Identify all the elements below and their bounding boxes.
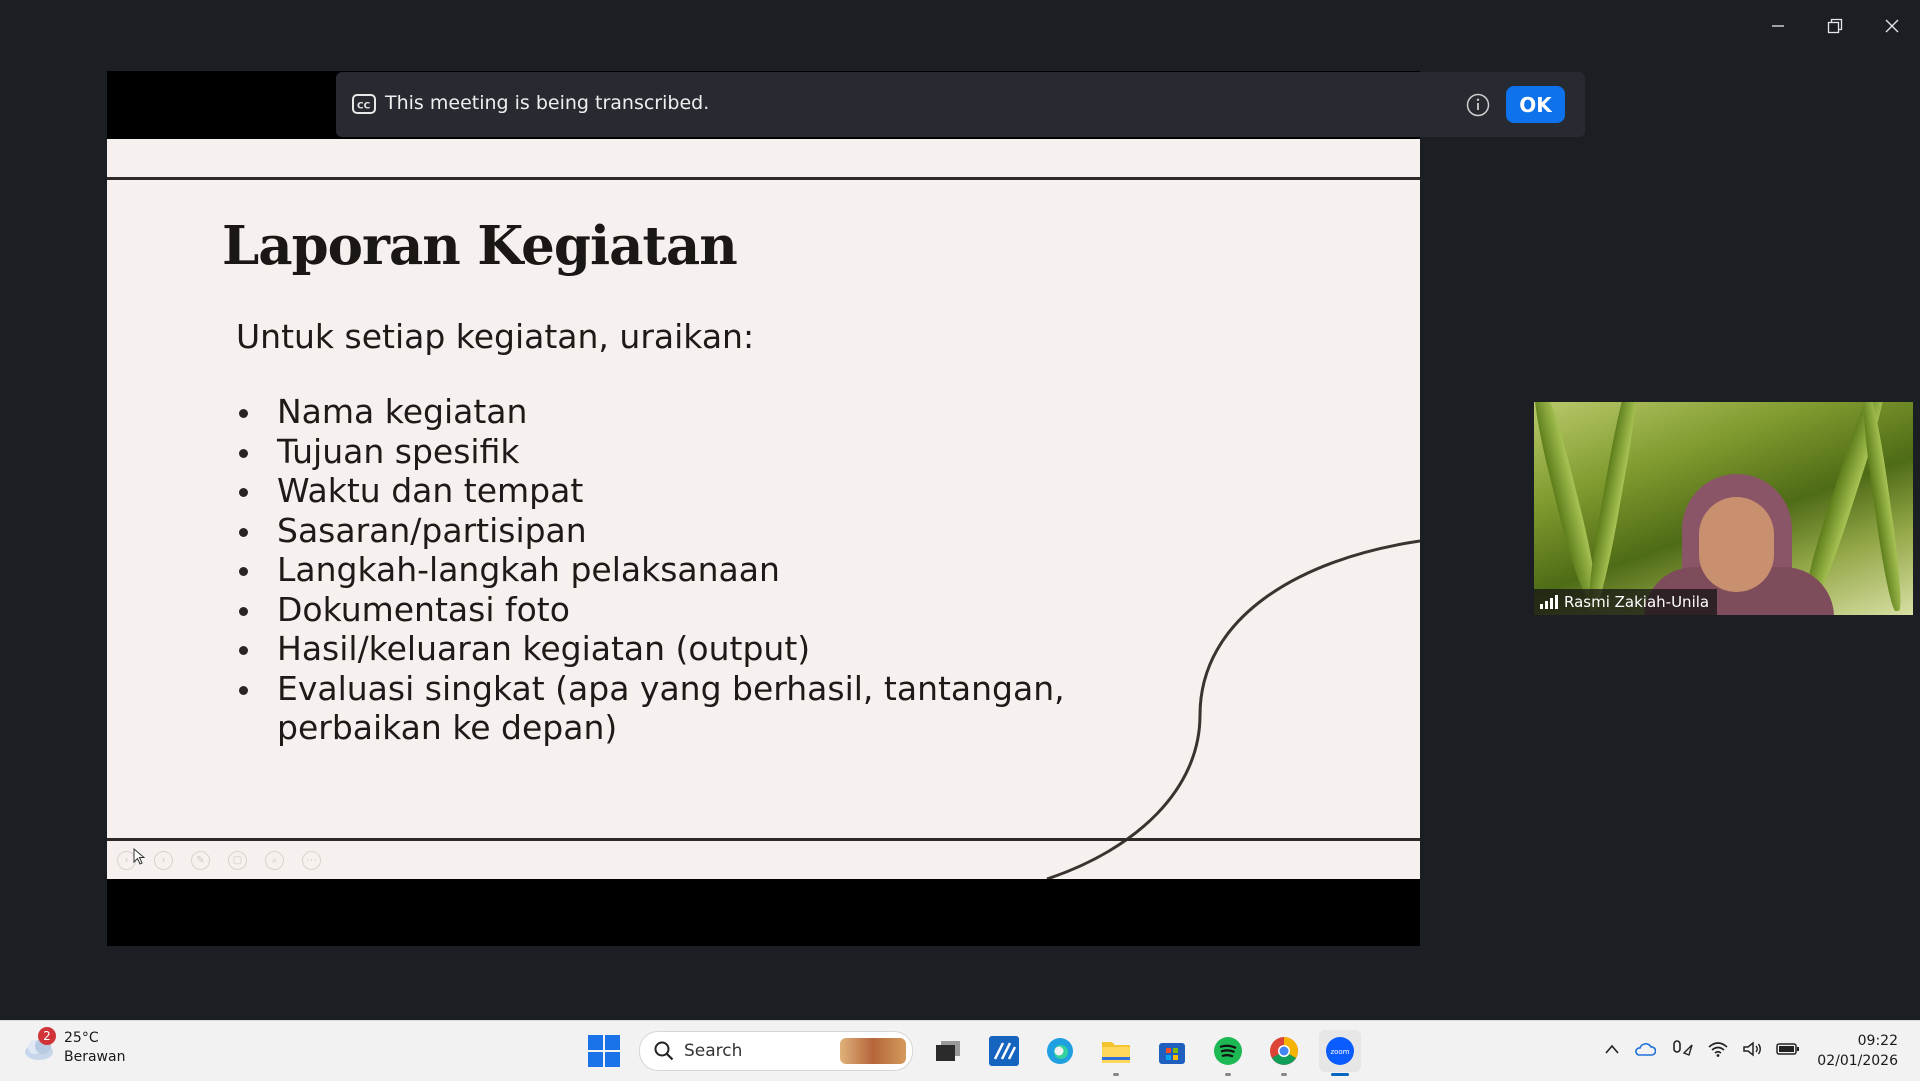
weather-widget[interactable]: [22, 1029, 125, 1067]
slide-bullet-list: [277, 392, 1177, 748]
taskbar-apps: [583, 1030, 1361, 1072]
signal-strength-icon: [1540, 595, 1558, 609]
svg-text:CC: CC: [357, 101, 371, 112]
minimize-button[interactable]: [1749, 6, 1806, 46]
task-view-icon: [935, 1040, 961, 1062]
search-highlight-image: [840, 1038, 906, 1064]
participant-name: Rasmi Zakiah-Unila: [1564, 593, 1710, 611]
ok-button[interactable]: OK: [1506, 86, 1565, 123]
presentation-slide: [107, 139, 1420, 879]
participant-name-label: [1534, 589, 1717, 615]
cloud-sync-icon[interactable]: [1634, 1041, 1656, 1057]
more-icon[interactable]: ⋯: [302, 851, 321, 870]
start-button[interactable]: [583, 1030, 625, 1072]
close-button[interactable]: [1863, 6, 1920, 46]
spotify-icon: [1213, 1036, 1243, 1066]
search-label: Search: [684, 1041, 743, 1061]
weather-badge: 2: [38, 1027, 56, 1045]
cloud-icon: [22, 1029, 56, 1063]
taskbar: [0, 1020, 1920, 1081]
list-item: Evaluasi singkat (apa yang berhasil, tantangan, perbaikan ke depan): [277, 669, 1177, 748]
weather-temp: 25°C: [64, 1030, 99, 1046]
prev-slide-icon[interactable]: ‹: [117, 851, 136, 870]
edge-browser-icon: [1045, 1036, 1075, 1066]
taskbar-search[interactable]: [639, 1031, 913, 1071]
info-icon[interactable]: [1466, 93, 1490, 117]
taskbar-app-edge[interactable]: [1039, 1030, 1081, 1072]
store-icon: [1157, 1036, 1187, 1066]
clock-time: 09:22: [1857, 1033, 1898, 1049]
slides-icon[interactable]: ▢: [228, 851, 247, 870]
weather-condition: Berawan: [64, 1049, 126, 1065]
chrome-icon: [1269, 1036, 1299, 1066]
restore-icon: [1827, 18, 1843, 34]
video-background: [1859, 402, 1905, 612]
notification-message: This meeting is being transcribed.: [385, 92, 710, 114]
list-item: Hasil/keluaran kegiatan (output): [277, 629, 1177, 669]
battery-icon[interactable]: [1776, 1042, 1800, 1056]
taskbar-app-store[interactable]: [1151, 1030, 1193, 1072]
closed-caption-icon: [352, 94, 376, 114]
clock-date: 02/01/2026: [1817, 1053, 1898, 1069]
zoom-app-icon: [1325, 1036, 1355, 1066]
microphone-location-icon[interactable]: [1670, 1039, 1694, 1059]
next-slide-icon[interactable]: ›: [154, 851, 173, 870]
zoom-icon[interactable]: ⌕: [265, 851, 284, 870]
taskbar-clock[interactable]: [1817, 1031, 1898, 1071]
list-item: Langkah-langkah pelaksanaan: [277, 550, 1177, 590]
list-item: Waktu dan tempat: [277, 471, 1177, 511]
pen-icon[interactable]: ✎: [191, 851, 210, 870]
list-item: Dokumentasi foto: [277, 590, 1177, 630]
list-item: Sasaran/partisipan: [277, 511, 1177, 551]
minimize-icon: [1771, 19, 1785, 33]
editor-app-icon: [989, 1036, 1019, 1066]
taskbar-app-spotify[interactable]: [1207, 1030, 1249, 1072]
taskbar-app-file-explorer[interactable]: [1095, 1030, 1137, 1072]
close-icon: [1885, 19, 1899, 33]
list-item: Nama kegiatan: [277, 392, 1177, 432]
mouse-cursor-icon: [133, 848, 145, 866]
taskbar-app-editor[interactable]: [983, 1030, 1025, 1072]
shared-screen: [107, 71, 1420, 946]
window-controls: [1749, 6, 1920, 46]
video-background: [1583, 402, 1642, 612]
participant-video-tile[interactable]: [1534, 402, 1913, 615]
list-item: Tujuan spesifik: [277, 432, 1177, 472]
system-tray: [1604, 1039, 1800, 1059]
transcription-notification: [336, 72, 1585, 137]
wifi-icon[interactable]: [1708, 1041, 1728, 1057]
volume-icon[interactable]: [1742, 1041, 1762, 1057]
chevron-up-icon[interactable]: [1604, 1043, 1620, 1055]
slide-bottom-rule: [107, 838, 1420, 841]
slide-intro: Untuk setiap kegiatan, uraikan:: [236, 317, 755, 356]
participant-face: [1699, 497, 1774, 592]
taskbar-task-view[interactable]: [927, 1030, 969, 1072]
restore-button[interactable]: [1806, 6, 1863, 46]
slide-nav-toolbar: [117, 851, 321, 870]
taskbar-app-zoom[interactable]: [1319, 1030, 1361, 1072]
taskbar-app-chrome[interactable]: [1263, 1030, 1305, 1072]
windows-icon: [588, 1035, 620, 1067]
folder-icon: [1101, 1038, 1131, 1064]
slide-title: Laporan Kegiatan: [222, 215, 737, 277]
search-icon: [654, 1041, 674, 1061]
svg-text:zoom: zoom: [1330, 1048, 1350, 1056]
